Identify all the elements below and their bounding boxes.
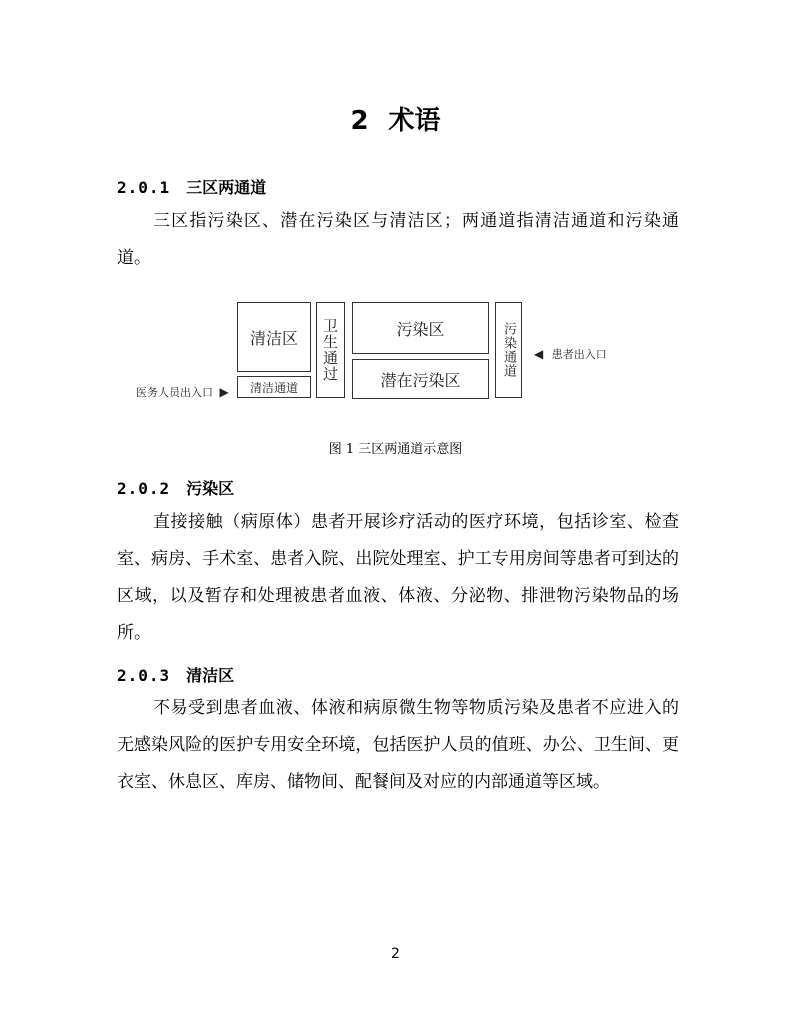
section-heading-2-0-3	[117, 663, 234, 686]
section-body-2-0-3: 不易受到患者血液、体液和病原微生物等物质污染及患者不应进入的无感染风险的医护专用安全环境，包括医护人员的值班、办公、卫生间、更衣室、休息区、库房、储物间、配餐间及对应的内部通道等区域。	[117, 698, 679, 792]
section-heading-2-0-2	[117, 476, 234, 499]
section-heading-text: 清洁区	[186, 666, 235, 685]
arrow-left-icon: ◀	[534, 347, 544, 361]
contaminated-channel-box: 污染通道	[495, 302, 522, 398]
section-heading-2-0-1	[117, 175, 266, 198]
section-code: 2.0.2	[117, 479, 171, 498]
chapter-number: 2	[350, 106, 369, 136]
zones-diagram	[130, 300, 630, 405]
staff-entrance-label: 医务人员出入口 ▶	[136, 385, 229, 399]
section-body-2-0-2: 直接接触（病原体）患者开展诊疗活动的医疗环境，包括诊室、检查室、病房、手术室、患者入院、出院处理室、护工专用房间等患者可到达的区域，以及暂存和处理被患者血液、体液、分泌物、排泄物污染物品的场所。	[117, 512, 679, 643]
clean-channel-box: 清洁通道	[237, 376, 311, 398]
section-code: 2.0.3	[117, 666, 171, 685]
section-code: 2.0.1	[117, 178, 171, 197]
figure-caption: 图 1 三区两通道示意图	[328, 442, 463, 457]
potential-zone-box: 潜在污染区	[352, 359, 489, 399]
hygiene-passage-box: 卫生通过	[316, 302, 345, 398]
clean-zone-box: 清洁区	[237, 302, 311, 372]
section-body-2-0-1: 三区指污染区、潜在污染区与清洁区；两通道指清洁通道和污染通道。	[117, 211, 679, 268]
arrow-right-icon: ▶	[219, 385, 229, 399]
patient-entrance-label: ◀ 患者出入口	[534, 347, 607, 361]
page-title	[0, 100, 791, 137]
chapter-title: 术语	[388, 106, 441, 136]
contaminated-zone-box: 污染区	[352, 302, 489, 354]
page-number: 2	[391, 946, 400, 962]
section-heading-text: 污染区	[186, 479, 235, 498]
section-heading-text: 三区两通道	[186, 178, 267, 197]
